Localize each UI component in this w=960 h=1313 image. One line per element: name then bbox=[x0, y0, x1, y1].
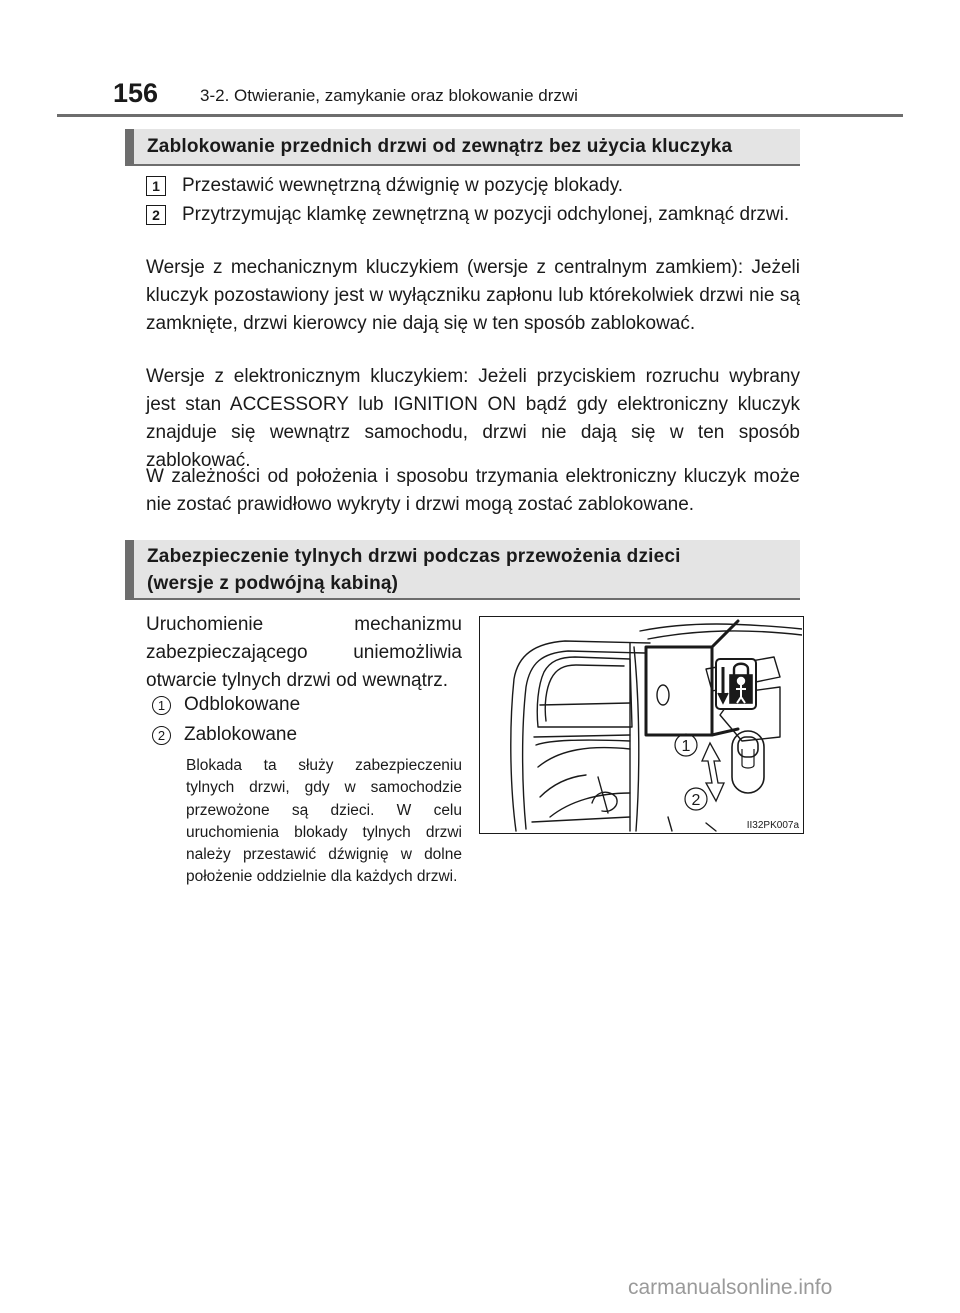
list-item-label: Odblokowane bbox=[184, 694, 301, 715]
list-item-unlocked bbox=[152, 691, 300, 719]
section-heading-front-door-lock: Zablokowanie przednich drzwi od zewnątrz bez użycia kluczyka bbox=[125, 129, 800, 166]
paragraph-child-lock-intro: Uruchomienie mechanizmu zabezpieczającego uniemożliwia otwarcie tylnych drzwi od wewnątrz. bbox=[146, 614, 462, 691]
figure-code: II32PK007a bbox=[746, 820, 799, 831]
rear-door-illustration bbox=[480, 617, 802, 832]
step-number-badge: 2 bbox=[146, 205, 166, 225]
step-text: Przytrzymując klamkę zewnętrzną w pozycji odchylonej, zamknąć drzwi. bbox=[182, 204, 790, 225]
circled-number: 2 bbox=[152, 726, 171, 745]
child-lock-note: Blokada ta służy zabezpieczeniu tylnych drzwi, gdy w samochodzie przewożone są dzieci. W celu uruchomienia blokady tylnych drzwi należy przestawić dźwignię w dolne położenie oddzielnie dla każdych drzwi. bbox=[186, 757, 462, 886]
callout-1: 1 bbox=[681, 738, 691, 755]
list-item-locked bbox=[152, 721, 297, 749]
header-rule bbox=[57, 114, 903, 117]
step-1 bbox=[146, 172, 800, 200]
section-heading-child-lock bbox=[125, 540, 800, 600]
list-item-label: Zablokowane bbox=[184, 724, 298, 745]
step-text: Przestawić wewnętrzną dźwignię w pozycję blokady. bbox=[182, 175, 624, 196]
section-heading-line: (wersje z podwójną kabiną) bbox=[147, 573, 399, 594]
step-2 bbox=[146, 201, 800, 229]
step-number-badge: 1 bbox=[146, 176, 166, 196]
page-number: 156 bbox=[113, 78, 159, 108]
child-lock-figure bbox=[479, 616, 804, 834]
paragraph-electronic-key: Wersje z elektronicznym kluczykiem: Jeżeli przyciskiem rozruchu wybrany jest stan ACCESSORY lub IGNITION ON bądź gdy elektroniczny kluczyk znajduje się wewnątrz samochodu, drzwi nie dają się w ten sposób zablokować. bbox=[146, 366, 800, 471]
circled-number: 1 bbox=[152, 696, 171, 715]
section-heading-line: Zabezpieczenie tylnych drzwi podczas przewożenia dzieci bbox=[147, 546, 681, 567]
callout-2: 2 bbox=[691, 792, 701, 809]
paragraph-detection-note: W zależności od położenia i sposobu trzymania elektroniczny kluczyk może nie zostać prawidłowo wykryty i drzwi mogą zostać zablokowane. bbox=[146, 466, 800, 515]
chapter-title: 3-2. Otwieranie, zamykanie oraz blokowanie drzwi bbox=[200, 86, 578, 105]
watermark: carmanualsonline.info bbox=[628, 1276, 833, 1299]
paragraph-mechanical-key: Wersje z mechanicznym kluczykiem (wersje z centralnym zamkiem): Jeżeli kluczyk pozostawiony jest w wyłączniku zapłonu lub którekolwiek drzwi nie są zamknięte, drzwi kierowcy nie dają się w ten sposób zablokować. bbox=[146, 257, 800, 334]
